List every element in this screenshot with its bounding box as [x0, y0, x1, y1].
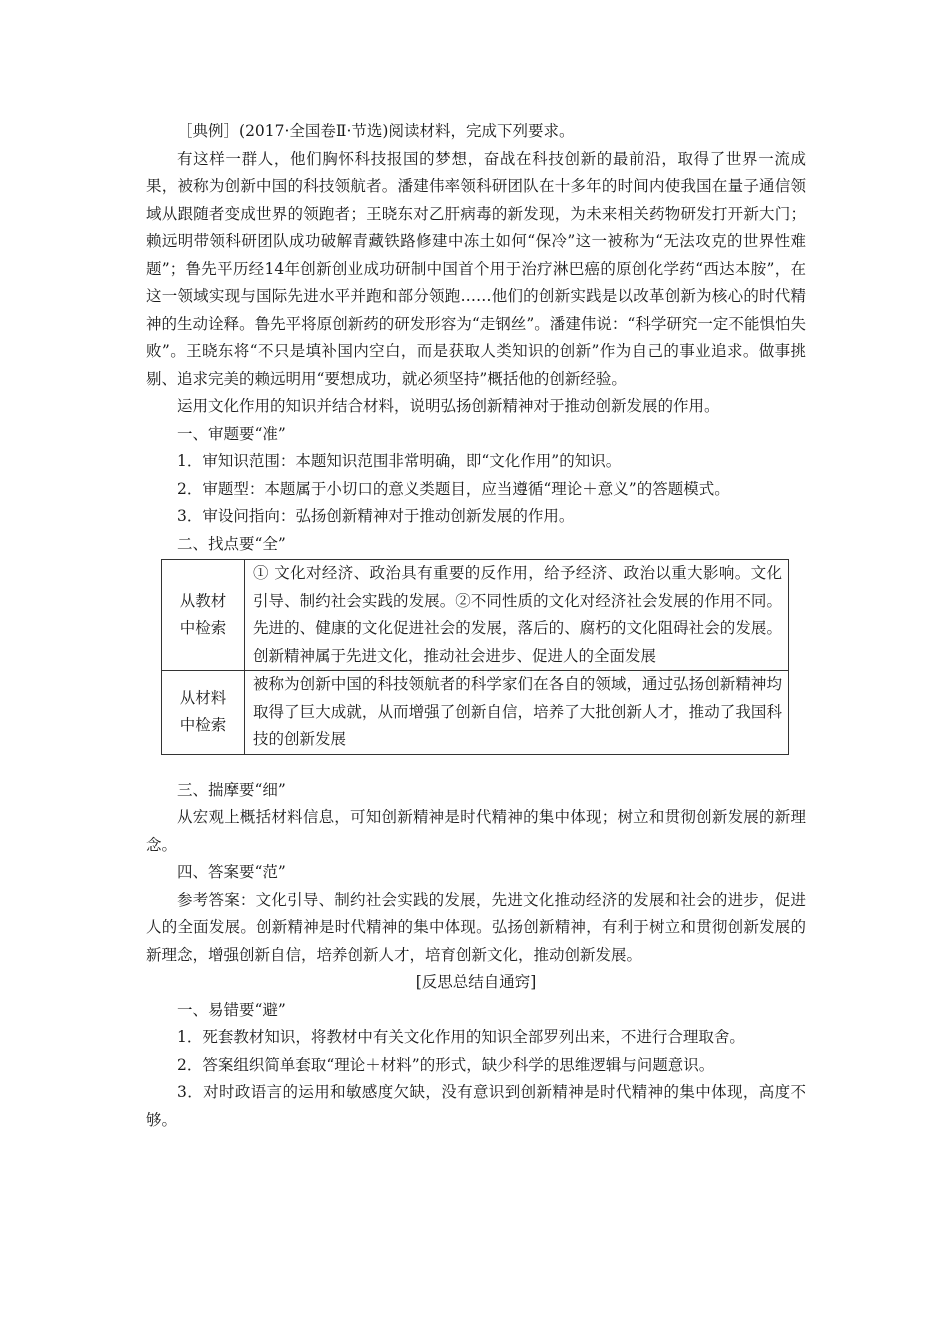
reflection-item-1: 1．死套教材知识，将教材中有关文化作用的知识全部罗列出来，不进行合理取舍。	[177, 1028, 745, 1046]
row-text: ① 文化对经济、政治具有重要的反作用，给予经济、政治以重大影响。文化引导、制约社会实践的发展。②不同性质的文化对经济社会发展的作用不同。先进的、健康的文化促进社会的发展，落后的、腐朽的文化阻碍社会的发展。创新精神属于先进文化，推动社会进步、促进人的全面发展	[253, 564, 782, 665]
row-text-material	[245, 671, 789, 755]
example-source: (2017·全国卷Ⅱ·节选)阅读材料，完成下列要求。	[239, 122, 575, 140]
reflection-title: [反思总结自通窍]	[415, 973, 537, 991]
material-paragraph: 有这样一群人，他们胸怀科技报国的梦想，奋战在科技创新的最前沿，取得了世界一流成果，被称为创新中国的科技领航者。潘建伟率领科研团队在十多年的时间内使我国在量子通信领域从跟随者变成世界的领跑者；王晓东对乙肝病毒的新发现，为未来相关药物研发打开新大门；赖远明带领科研团队成功破解青藏铁路修建中冻土如何“保冷”这一被称为“无法攻克的世界性难题”；鲁先平历经14年创新创业成功研制中国首个用于治疗淋巴癌的原创化学药“西达本胺”，在这一领域实现与国际先进水平并跑和部分领跑……他们的创新实践是以改革创新为核心的时代精神的生动诠释。鲁先平将原创新药的研发形容为“走钢丝”。潘建伟说：“科学研究一定不能惧怕失败”。王晓东将“不只是填补国内空白，而是获取人类知识的创新”作为自己的事业追求。做事挑剔、追求完美的赖远明用“要想成功，就必须坚持”概括他的创新经验。	[146, 149, 806, 388]
row-label-line2: 中检索	[179, 619, 227, 637]
reflection-heading: 一、易错要“避”	[177, 1000, 286, 1019]
step4-text: 参考答案：文化引导、制约社会实践的发展，先进文化推动经济的发展和社会的进步，促进人的全面发展。创新精神是时代精神的集中体现。弘扬创新精神，有利于树立和贯彻创新发展的新理念，增强创新自信，培养创新人才，培育创新文化，推动创新发展。	[146, 890, 806, 964]
step1-item-3: 3．审设问指向：弘扬创新精神对于推动创新发展的作用。	[177, 507, 575, 525]
step1-item-1: 1．审知识范围：本题知识范围非常明确，即“文化作用”的知识。	[177, 452, 622, 470]
step1-heading: 一、审题要“准”	[177, 424, 286, 443]
row-label-line1: 从材料	[179, 688, 227, 707]
step4-heading: 四、答案要“范”	[177, 863, 286, 881]
row-text-textbook	[245, 560, 789, 671]
row-label-line2: 中检索	[179, 716, 227, 735]
table-row-textbook	[162, 560, 789, 671]
reflection-item-2: 2．答案组织简单套取“理论＋材料”的形式，缺少科学的思维逻辑与问题意识。	[177, 1055, 715, 1074]
table-row-material	[162, 671, 789, 755]
step3-heading: 三、揣摩要“细”	[177, 780, 286, 799]
row-label-textbook	[162, 560, 245, 671]
example-header-line	[146, 118, 806, 146]
step2-heading: 二、找点要“全”	[177, 534, 286, 553]
step3-text: 从宏观上概括材料信息，可知创新精神是时代精神的集中体现；树立和贯彻创新发展的新理念。	[146, 808, 806, 854]
spacer	[146, 755, 806, 777]
question-paragraph: 运用文化作用的知识并结合材料，说明弘扬创新精神对于推动创新发展的作用。	[177, 397, 720, 415]
step1-item-2: 2．审题型：本题属于小切口的意义类题目，应当遵循“理论＋意义”的答题模式。	[177, 479, 730, 498]
document-content	[146, 118, 806, 1134]
row-text: 被称为创新中国的科技领航者的科学家们在各自的领域，通过弘扬创新精神均取得了巨大成就，从而增强了创新自信，培养了大批创新人才，推动了我国科技的创新发展	[253, 675, 782, 748]
reflection-item-3: 3．对时政语言的运用和敏感度欠缺，没有意识到创新精神是时代精神的集中体现，高度不够。	[146, 1083, 806, 1129]
row-label-line1: 从教材	[179, 591, 227, 610]
row-label-material	[162, 671, 245, 755]
search-table	[161, 559, 789, 755]
example-tag: ［典例］	[177, 122, 240, 140]
